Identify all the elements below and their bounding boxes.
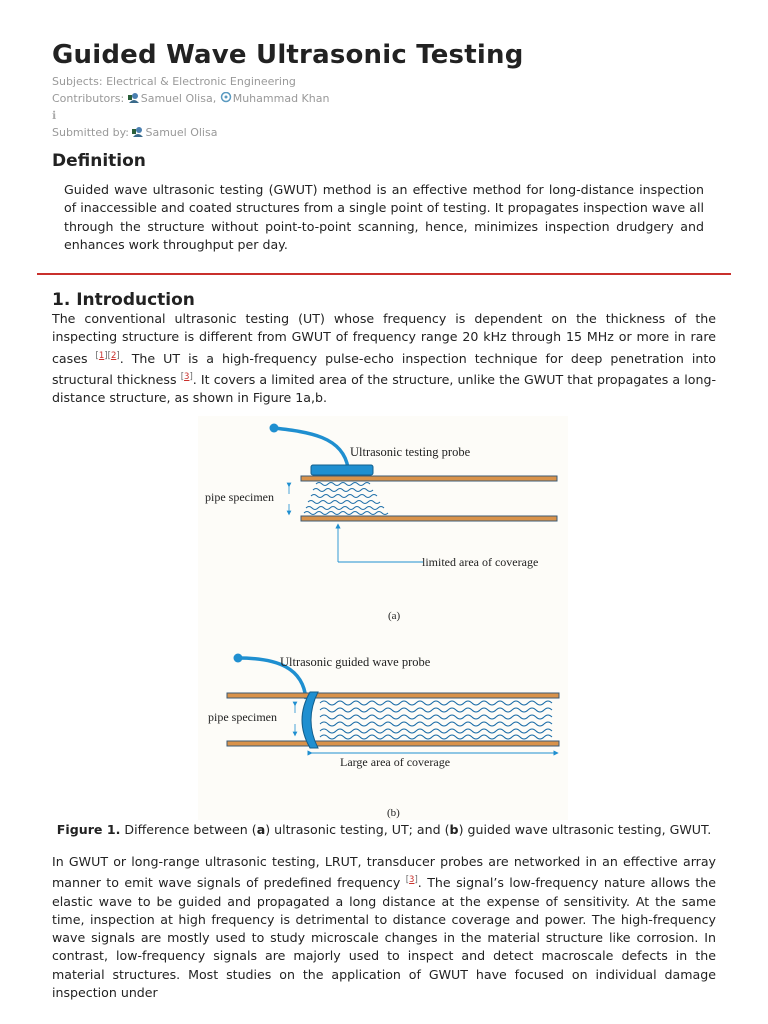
caption-text: Difference between ( xyxy=(120,822,257,837)
citation: [3] xyxy=(180,371,193,382)
subject-link[interactable]: Electrical & Electronic Engineering xyxy=(106,75,296,88)
large-coverage-label: Large area of coverage xyxy=(340,755,451,769)
caption-b: b xyxy=(449,822,459,837)
submitted-line xyxy=(52,126,217,139)
citation-link[interactable]: 2 xyxy=(110,350,117,361)
citation-link[interactable]: 1 xyxy=(98,350,105,361)
probe-cable xyxy=(274,428,348,468)
contributor-link-1[interactable]: Samuel Olisa xyxy=(140,92,213,105)
guided-wave-probe-label: Ultrasonic guided wave probe xyxy=(280,655,431,669)
guided-wave-pattern xyxy=(320,701,552,739)
caption-a: a xyxy=(256,822,266,837)
intro-text: . It covers a limited area of the structure, unlike the GWUT that propagates a long-distance structure, as shown in Figure 1a,b. xyxy=(52,371,716,406)
info-line xyxy=(52,109,56,122)
panel-b xyxy=(208,654,559,820)
panel-b-letter: (b) xyxy=(387,807,400,819)
figure-1-caption xyxy=(0,822,768,837)
intro-text: . The UT is a high-frequency pulse-echo inspection technique for deep penetration into structural thickness xyxy=(52,350,716,387)
contributor-avatar-icon xyxy=(128,92,140,103)
contributor-separator: , xyxy=(212,92,217,105)
section-divider xyxy=(37,273,731,275)
definition-heading: Definition xyxy=(52,151,146,171)
pipe-specimen-label-b: pipe specimen xyxy=(208,710,277,724)
cable-end xyxy=(234,654,243,663)
subjects-line xyxy=(52,75,296,88)
submitter-link[interactable]: Samuel Olisa xyxy=(145,126,218,139)
ut-probe xyxy=(311,465,373,475)
page-title: Guided Wave Ultrasonic Testing xyxy=(52,40,524,70)
figure-1 xyxy=(198,416,568,820)
pipe-bottom-wall xyxy=(301,516,557,521)
subjects-label: Subjects: xyxy=(52,75,103,88)
pipe-top-wall xyxy=(227,693,559,698)
ut-probe-label: Ultrasonic testing probe xyxy=(350,445,471,459)
citation: [3] xyxy=(405,875,418,886)
panel-a-letter: (a) xyxy=(388,610,401,622)
ut-wave-pattern xyxy=(304,483,388,515)
citation-link[interactable]: 3 xyxy=(409,875,415,886)
intro-text: . The signal’s low-frequency nature allows the elastic wave to be guided and propagated a long distance at the expense of sensitivity. At the same time, inspection at high frequency is detrimental to distance coverage and power. The high-frequency wave signals are mostly used to study microscale changes in the material structure like corrosion. In contrast, low-frequency signals are majorly used to inspect and detect macroscale defects in the material structures. Most studies on the application of GWUT have focused on individual damage inspection under xyxy=(52,875,716,1001)
info-icon[interactable]: ℹ xyxy=(52,109,57,122)
panel-a xyxy=(205,424,557,623)
intro-paragraph-1 xyxy=(52,310,716,407)
limited-coverage-label: limited area of coverage xyxy=(422,555,539,569)
submitted-label: Submitted by: xyxy=(52,126,129,139)
definition-text: Guided wave ultrasonic testing (GWUT) method is an effective method for long-distance inspection of inaccessible and coated structures from a single point of testing. It propagates inspection wave all through the structure without point-to-point scanning, hence, minimizes inspection drudgery and enhances work throughput per day. xyxy=(64,182,704,252)
citation: [1][2] xyxy=(95,350,120,361)
contributors-label: Contributors: xyxy=(52,92,125,105)
pipe-bottom-wall xyxy=(227,741,559,746)
caption-lead: Figure 1. xyxy=(56,822,121,837)
intro-paragraph-2 xyxy=(52,853,716,1002)
introduction-heading: 1. Introduction xyxy=(52,290,195,310)
contributor-link-2[interactable]: Muhammad Khan xyxy=(232,92,330,105)
citation-link[interactable]: 3 xyxy=(184,371,190,382)
pipe-top-wall xyxy=(301,476,557,481)
intro-text: The conventional ultrasonic testing (UT) whose frequency is dependent on the thickness of the inspecting structure is different from GWUT of frequency range 20 kHz through 15 MHz or more in rare cases xyxy=(52,311,716,366)
guided-wave-collar-probe xyxy=(302,692,318,748)
intro-text: In GWUT or long-range ultrasonic testing, LRUT, transducer probes are networked in an effective array manner to emit wave signals of predefined frequency xyxy=(52,854,716,891)
figure-1-illustration xyxy=(198,416,568,820)
pipe-specimen-label-a: pipe specimen xyxy=(205,490,274,504)
submitter-avatar-icon xyxy=(132,126,144,137)
caption-text: ) guided wave ultrasonic testing, GWUT. xyxy=(458,822,712,837)
contributor-avatar-icon xyxy=(220,92,232,103)
caption-text: ) ultrasonic testing, UT; and ( xyxy=(265,822,450,837)
cable-end xyxy=(270,424,279,433)
contributors-line xyxy=(52,92,329,105)
